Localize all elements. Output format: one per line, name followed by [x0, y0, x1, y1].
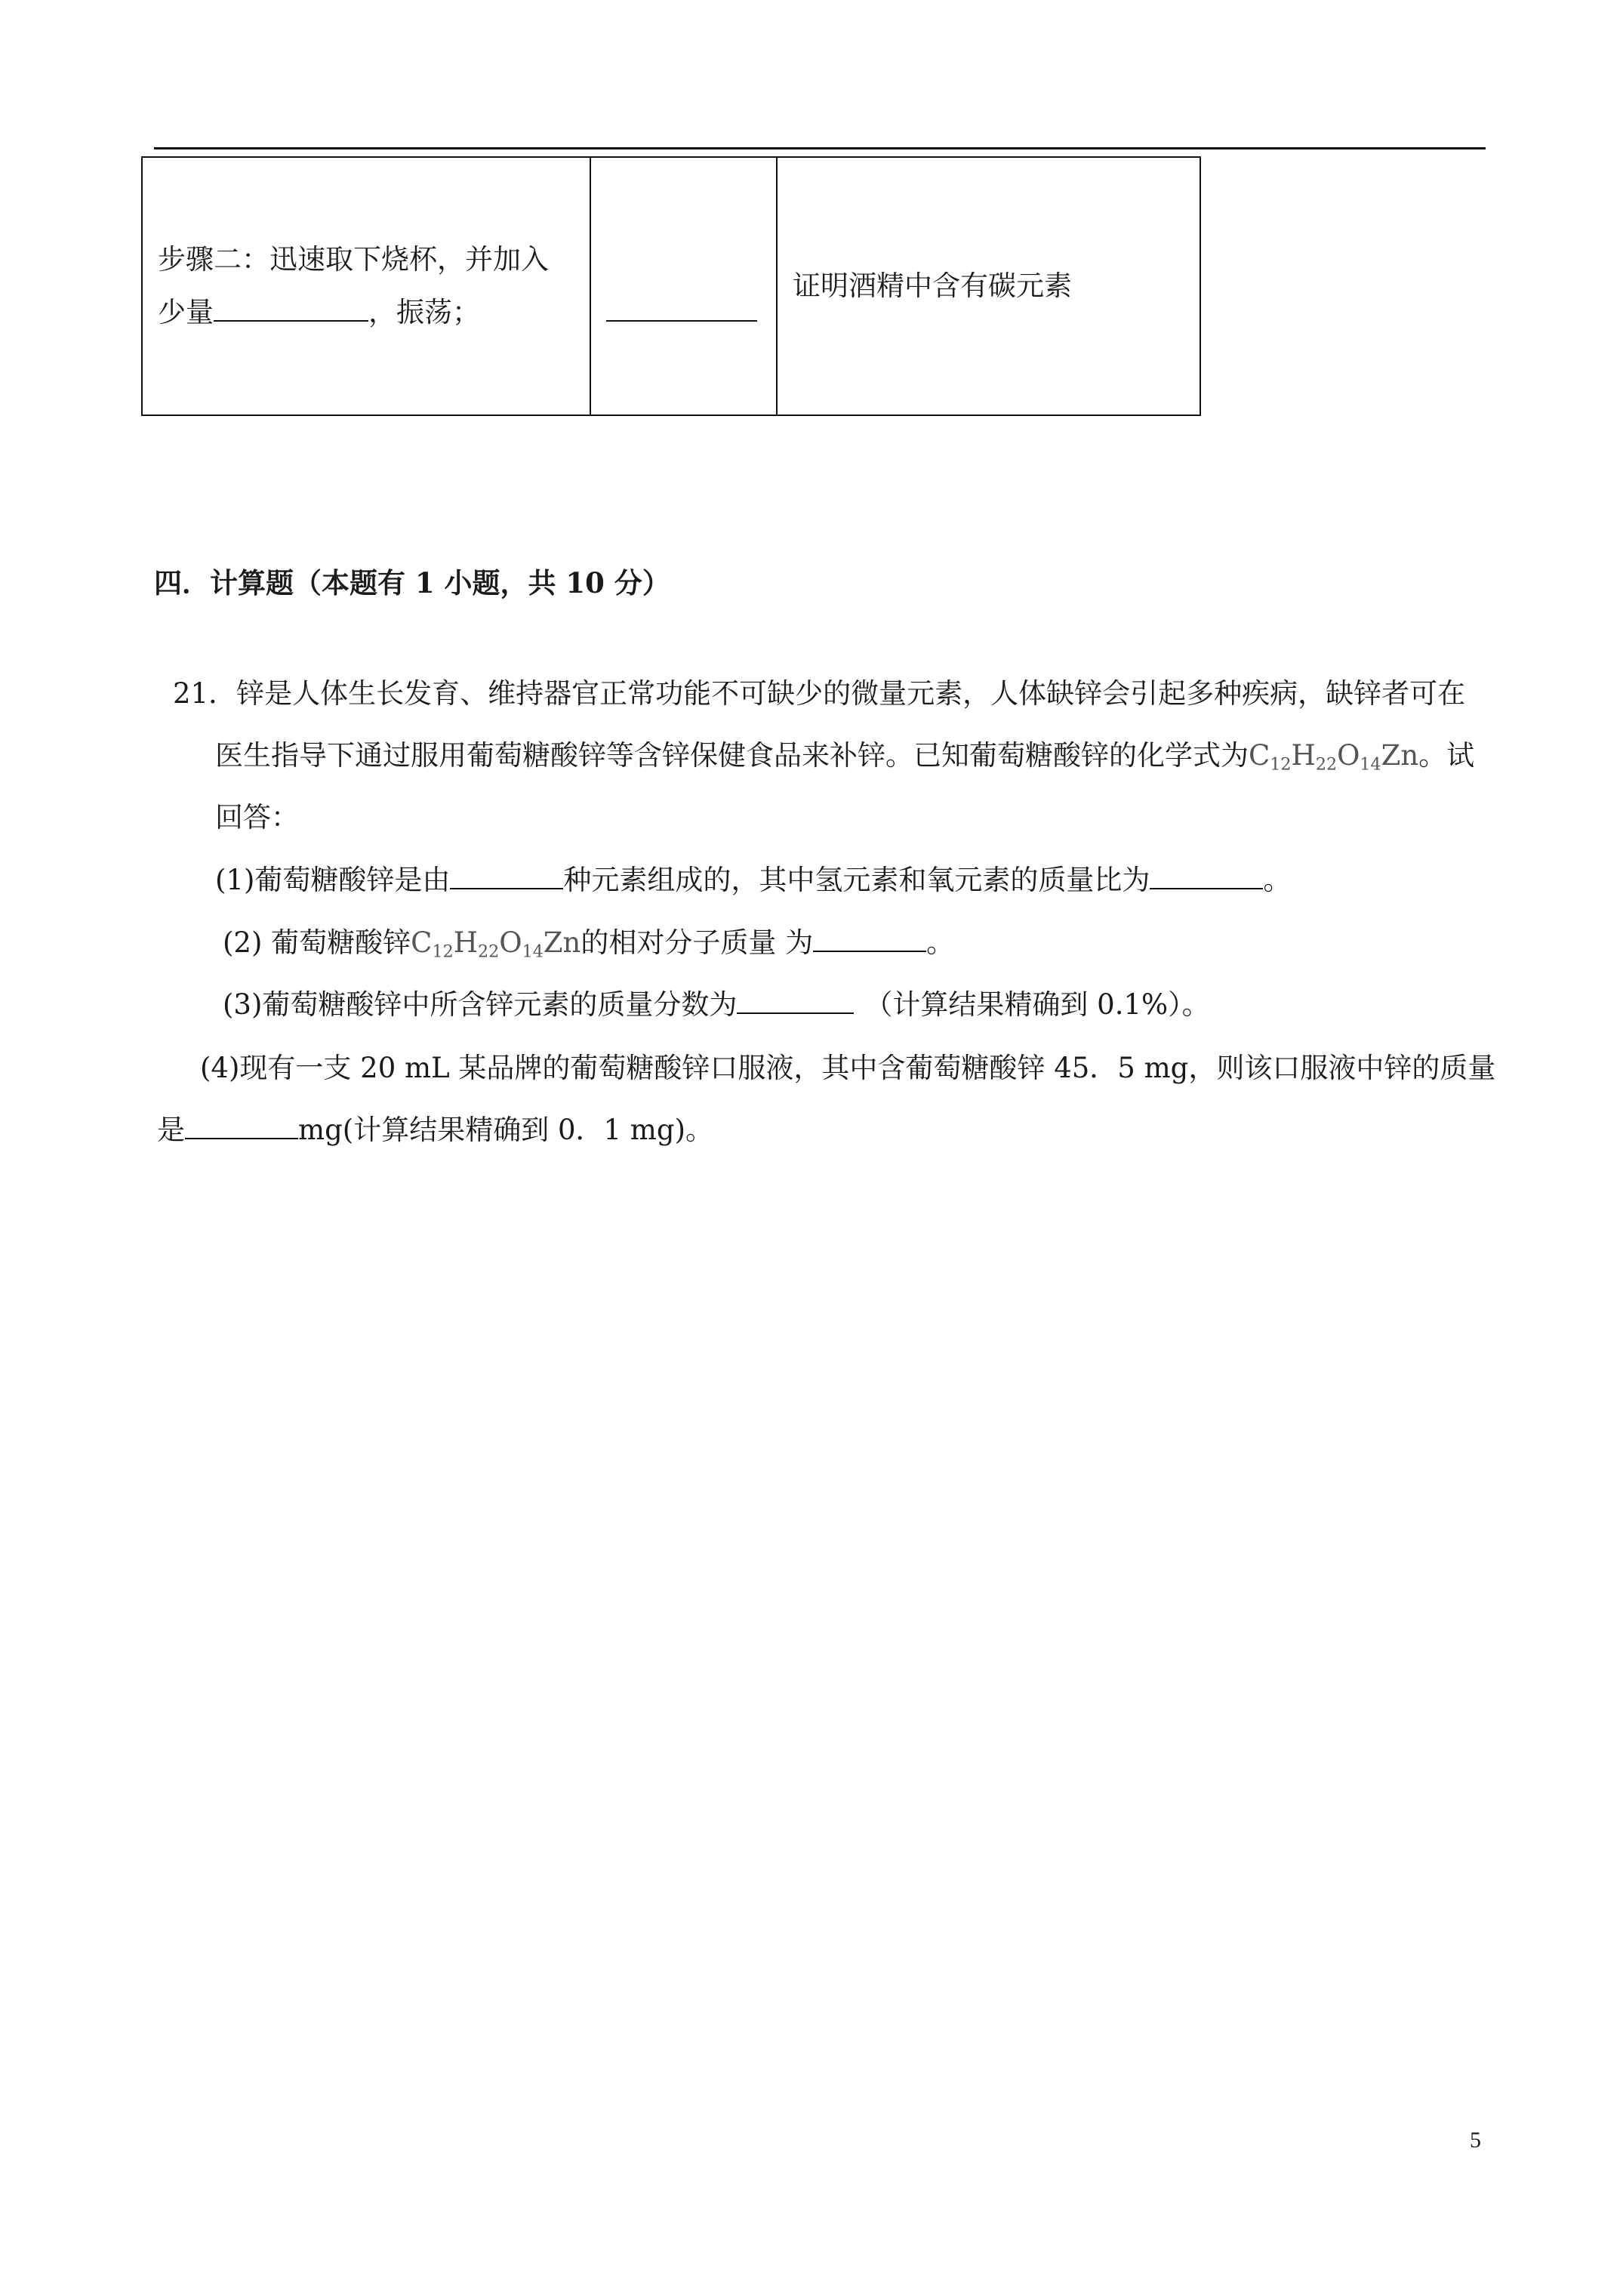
- answer-blank[interactable]: [1150, 857, 1263, 889]
- answer-blank[interactable]: [450, 857, 563, 889]
- question-text-2: 医生指导下通过服用葡萄糖酸锌等含锌保健食品来补锌。已知葡萄糖酸锌的化学式为: [215, 739, 1249, 772]
- step-line-2: [158, 286, 574, 339]
- experiment-table: [141, 156, 1201, 416]
- answer-blank[interactable]: [185, 1107, 298, 1139]
- chemical-formula: $C_{12}H_{22}O_{14}Zn$: [411, 926, 581, 962]
- phenomenon-cell: [590, 157, 777, 415]
- sub-question-1: (1)葡萄糖酸锌是由 种元素组成的，其中氢元素和氧元素的质量比为 。: [215, 857, 1291, 898]
- sub-question-4-line-2: 是 mg(计算结果精确到 0．1 mg)。: [157, 1107, 713, 1148]
- answer-blank[interactable]: [214, 289, 368, 322]
- page-number: 5: [1470, 2128, 1481, 2153]
- step-suffix: ，振荡；: [368, 296, 480, 328]
- answer-blank[interactable]: [606, 289, 757, 322]
- section-title: 四．计算题（本题有 1 小题，共 10 分）: [154, 566, 670, 599]
- step-amount-label: 少量: [158, 296, 214, 328]
- question-text-2-end: 。试: [1418, 739, 1475, 772]
- question-number: 21．: [173, 677, 237, 710]
- step-cell: [142, 157, 590, 415]
- question-line-3: 回答：: [215, 801, 299, 834]
- table-row: [142, 157, 1200, 415]
- question-line-2: [215, 732, 1474, 775]
- step-line-1: 步骤二：迅速取下烧杯，并加入: [158, 242, 549, 276]
- header-rule: [154, 147, 1486, 149]
- answer-blank[interactable]: [813, 920, 926, 952]
- question-line-1: [173, 670, 1465, 711]
- sub-question-2: (2) 葡萄糖酸锌$C_{12}H_{22}O_{14}Zn$的相对分子质量 为 。: [223, 920, 954, 962]
- question-text-1: 锌是人体生长发育、维持器官正常功能不可缺少的微量元素，人体缺锌会引起多种疾病，缺锌者可在: [236, 677, 1466, 710]
- chemical-formula: $C_{12}H_{22}O_{14}Zn$: [1249, 739, 1419, 775]
- conclusion-cell: [777, 157, 1200, 415]
- sub-question-4-line-1: (4)现有一支 20 mL 某品牌的葡萄糖酸锌口服液，其中含葡萄糖酸锌 45．5 mg，则该口服液中锌的质量: [200, 1052, 1496, 1084]
- conclusion-text: 证明酒精中含有碳元素: [793, 269, 1072, 302]
- sub-question-3: (3)葡萄糖酸锌中所含锌元素的质量分数为 （计算结果精确到 0.1%）。: [223, 982, 1210, 1022]
- answer-blank[interactable]: [737, 982, 854, 1014]
